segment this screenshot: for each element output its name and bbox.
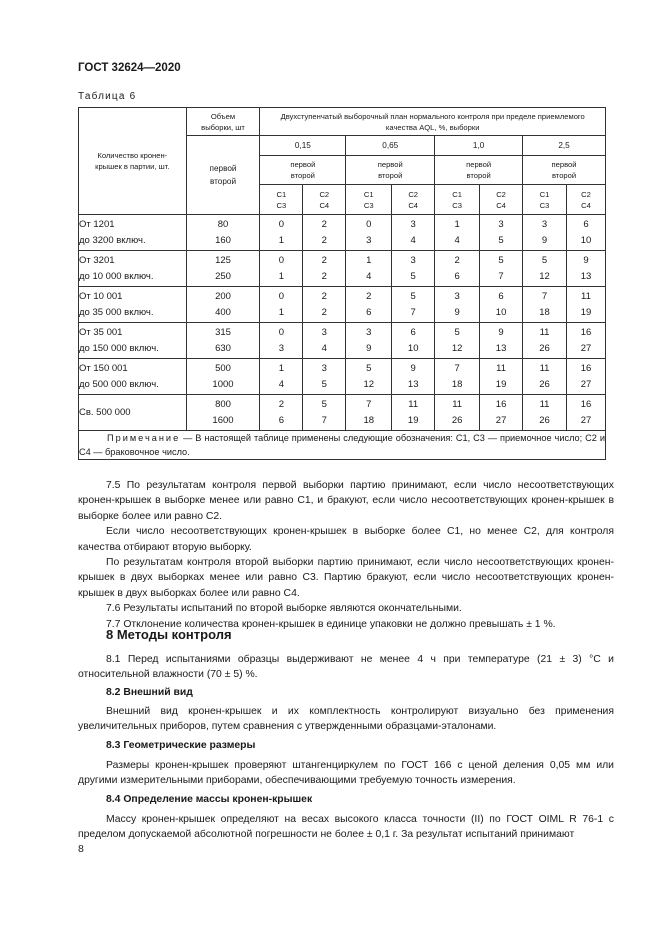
sample-size-cell-line: 160 [215, 234, 231, 246]
criterion-cell [480, 323, 523, 359]
lot-size-cell-line: до 500 000 включ. [79, 378, 159, 390]
criterion-cell-line: 3 [454, 290, 460, 302]
c2-c4-label: С2 С4 [480, 185, 523, 215]
criterion-cell-line: 6 [366, 306, 372, 318]
criterion-cell-line: 2 [321, 290, 327, 302]
criterion-cell-line: 26 [451, 414, 463, 426]
lot-size-cell [79, 323, 187, 359]
criterion-cell-line: 2 [454, 254, 460, 266]
criterion-cell [480, 215, 523, 251]
criterion-cell-line: 11 [408, 398, 419, 410]
table-row [79, 251, 606, 287]
criterion-cell [303, 215, 346, 251]
criterion-cell-line: 2 [321, 306, 327, 318]
lot-size-cell-line: От 150 001 [79, 362, 128, 374]
criterion-cell-line: 4 [321, 342, 327, 354]
criterion-cell [523, 215, 567, 251]
criterion-cell-line: 3 [321, 326, 327, 338]
criterion-cell-line: 5 [366, 362, 372, 374]
header-lot-size: Количество кронен-крышек в партии, шт. [79, 108, 187, 215]
aql-value: 2,5 [523, 136, 606, 156]
sample-size-cell-line: 1000 [212, 378, 234, 390]
aql-value: 0,65 [346, 136, 435, 156]
sample-size-cell [186, 287, 260, 323]
criterion-cell [260, 323, 303, 359]
header-second: второй [209, 177, 237, 186]
criterion-cell [435, 359, 480, 395]
note-text: — В настоящей таблице применены следующие обозначения: С1, С3 — приемочное число; С2 и С4 — браковочное число. [79, 433, 605, 457]
criterion-cell-line: 1 [278, 270, 285, 282]
criterion-cell-line: 9 [498, 326, 504, 338]
criterion-cell-line: 5 [321, 398, 327, 410]
criterion-cell-line: 6 [498, 290, 504, 302]
criterion-cell-line: 13 [495, 342, 507, 354]
paragraph-7-5-second: Если число несоответствующих кронен-крышек в выборке более С1, но менее С2, для контроля качества отбирают вторую выборку. [78, 526, 614, 553]
table-note [79, 431, 606, 460]
criterion-cell [392, 215, 435, 251]
aql-value: 1,0 [435, 136, 523, 156]
criterion-cell [566, 251, 605, 287]
criterion-cell [480, 395, 523, 431]
criterion-cell-line: 1 [366, 254, 372, 266]
table-caption: Таблица 6 [78, 91, 137, 102]
criterion-cell-line: 11 [539, 326, 550, 338]
document-header: ГОСТ 32624—2020 [78, 62, 181, 74]
criterion-cell-line: 26 [539, 342, 550, 354]
c1-c3-label: С1 С3 [260, 185, 303, 215]
sample-size-cell [186, 323, 260, 359]
table-row [79, 395, 606, 431]
criterion-cell-line: 1 [454, 218, 460, 230]
criterion-cell [523, 251, 567, 287]
sample-size-cell [186, 395, 260, 431]
sample-size-cell-line: 250 [215, 270, 231, 282]
criterion-cell-line: 9 [366, 342, 372, 354]
section-8-4-heading: 8.4 Определение массы кронен-крышек [106, 794, 313, 805]
section-8-heading: 8 Методы контроля [106, 627, 232, 642]
criterion-cell-line: 1 [278, 234, 285, 246]
criterion-cell-line: 2 [321, 234, 327, 246]
criterion-cell-line: 4 [278, 378, 285, 390]
criterion-cell [480, 359, 523, 395]
criterion-cell-line: 3 [366, 326, 372, 338]
criterion-cell [260, 287, 303, 323]
criterion-cell-line: 27 [495, 414, 507, 426]
paragraph-7-5-third: По результатам контроля второй выборки партию принимают, если число несоответствующих кронен-крышек в двух выборках менее или равно С3. Партию бракуют, если число несоответствующих кронен-крышек в двух выборках более или равно С4. [78, 557, 614, 599]
criterion-cell [260, 395, 303, 431]
criterion-cell-line: 27 [580, 378, 592, 390]
lot-size-cell-line: Св. 500 000 [79, 406, 131, 418]
criterion-cell [480, 251, 523, 287]
lot-size-cell-line: От 10 001 [79, 290, 123, 302]
clause-8-4 [78, 812, 614, 843]
aql-value: 0,15 [260, 136, 346, 156]
criterion-cell-line: 11 [539, 398, 550, 410]
criterion-cell-line: 18 [451, 378, 463, 390]
criterion-cell-line: 2 [278, 398, 285, 410]
criterion-cell [346, 395, 392, 431]
table-row [79, 323, 606, 359]
criterion-cell-line: 5 [454, 326, 460, 338]
lot-size-cell-line: до 35 000 включ. [79, 306, 154, 318]
section-8-3-heading: 8.3 Геометрические размеры [106, 740, 256, 751]
criterion-cell-line: 6 [278, 414, 285, 426]
sample-size-cell-line: 200 [215, 290, 231, 302]
criterion-cell [260, 251, 303, 287]
criterion-cell [480, 287, 523, 323]
paragraph-8-3: Размеры кронен-крышек проверяют штангенциркулем по ГОСТ 166 с ценой деления 0,05 мм или другими измерительными приборами, обеспечивающими требуемую точность измерения. [78, 760, 614, 787]
note-label: Примечание [107, 433, 181, 443]
lot-size-cell-line: до 10 000 включ. [79, 270, 154, 282]
criterion-cell-line: 26 [539, 378, 550, 390]
criterion-cell [346, 215, 392, 251]
sample-size-cell-line: 125 [215, 254, 231, 266]
criterion-cell-line: 27 [580, 342, 592, 354]
criterion-cell-line: 3 [366, 234, 372, 246]
criterion-cell-line: 3 [321, 362, 327, 374]
criterion-cell-line: 11 [496, 362, 506, 374]
criterion-cell-line: 13 [407, 378, 419, 390]
criterion-cell [346, 287, 392, 323]
criterion-cell-line: 10 [407, 342, 419, 354]
clause-8-3 [78, 758, 614, 789]
criterion-cell-line: 16 [580, 398, 592, 410]
criterion-cell-line: 7 [498, 270, 504, 282]
criterion-cell-line: 16 [580, 362, 592, 374]
criterion-cell [346, 359, 392, 395]
criterion-cell [523, 323, 567, 359]
criterion-cell [303, 323, 346, 359]
criterion-cell [392, 323, 435, 359]
c1-c3-label: С1 С3 [346, 185, 392, 215]
lot-size-cell-line: до 3200 включ. [79, 234, 146, 246]
sample-size-cell-line: 1600 [212, 414, 234, 426]
criterion-cell [303, 359, 346, 395]
criterion-cell [435, 251, 480, 287]
criterion-cell-line: 16 [495, 398, 507, 410]
criterion-cell [303, 287, 346, 323]
criterion-cell [392, 395, 435, 431]
criterion-cell-line: 19 [580, 306, 592, 318]
criterion-cell-line: 27 [580, 414, 592, 426]
c1-c3-label: С1 С3 [523, 185, 567, 215]
paragraph-7-5: 7.5 По результатам контроля первой выборки партию принимают, если число несоответствующих кронен-крышек в выборке менее или равно С1, и бракуют, если число несоответствующих кронен-крышек в выборке более или равно С2. [78, 480, 614, 522]
criterion-cell-line: 3 [498, 218, 504, 230]
criterion-cell-line: 13 [580, 270, 592, 282]
sample-size-cell-line: 400 [215, 306, 231, 318]
criterion-cell-line: 12 [539, 270, 550, 282]
criterion-cell-line: 9 [541, 234, 548, 246]
lot-size-cell-line: От 1201 [79, 218, 115, 230]
criterion-cell-line: 10 [580, 234, 592, 246]
sample-size-cell [186, 359, 260, 395]
paragraph-8-2: Внешний вид кронен-крышек и их комплектность контролируют визуально без применения увеличительных приборов, путем сравнения с утвержденными образцами-эталонами. [78, 706, 614, 733]
criterion-cell-line: 26 [539, 414, 550, 426]
criterion-cell-line: 19 [495, 378, 507, 390]
sample-first-second: первой второй [346, 156, 435, 185]
criterion-cell-line: 5 [498, 234, 504, 246]
criterion-cell [435, 395, 480, 431]
criterion-cell-line: 12 [451, 342, 463, 354]
criterion-cell-line: 6 [583, 218, 589, 230]
table-body [79, 215, 606, 431]
criterion-cell-line: 3 [278, 342, 285, 354]
table-row [79, 287, 606, 323]
criterion-cell [392, 287, 435, 323]
criterion-cell [435, 215, 480, 251]
criterion-cell [346, 323, 392, 359]
sample-size-cell-line: 630 [215, 342, 231, 354]
criterion-cell-line: 11 [452, 398, 463, 410]
criterion-cell-line: 5 [410, 270, 416, 282]
criterion-cell [303, 395, 346, 431]
paragraph-8-1: 8.1 Перед испытаниями образцы выдерживают не менее 4 ч при температуре (21 ± 3) °С и относительной влажности (70 ± 5) %. [78, 654, 614, 681]
criterion-cell-line: 7 [410, 306, 416, 318]
table-row [79, 359, 606, 395]
c1-c3-label: С1 С3 [435, 185, 480, 215]
criterion-cell-line: 12 [363, 378, 375, 390]
sample-size-cell-line: 500 [215, 362, 231, 374]
criterion-cell-line: 5 [498, 254, 504, 266]
criterion-cell [566, 395, 605, 431]
criterion-cell-line: 6 [410, 326, 416, 338]
sample-first-second: первой второй [260, 156, 346, 185]
criterion-cell-line: 6 [454, 270, 460, 282]
sample-size-cell-line: 80 [217, 218, 229, 230]
criterion-cell-line: 5 [410, 290, 416, 302]
criterion-cell-line: 2 [366, 290, 372, 302]
lot-size-cell [79, 359, 187, 395]
lot-size-cell [79, 215, 187, 251]
criterion-cell [392, 251, 435, 287]
c2-c4-label: С2 С4 [303, 185, 346, 215]
criterion-cell-line: 16 [580, 326, 592, 338]
criterion-cell-line: 1 [278, 362, 285, 374]
c2-c4-label: С2 С4 [566, 185, 605, 215]
criterion-cell [346, 251, 392, 287]
criterion-cell-line: 4 [410, 234, 416, 246]
clause-8-1 [78, 652, 614, 683]
criterion-cell-line: 11 [581, 290, 591, 302]
criterion-cell [435, 287, 480, 323]
lot-size-cell-line: От 35 001 [79, 326, 123, 338]
criterion-cell-line: 9 [583, 254, 589, 266]
criterion-cell-line: 2 [321, 218, 327, 230]
criterion-cell [392, 359, 435, 395]
criterion-cell-line: 3 [410, 254, 416, 266]
sample-size-cell-line: 315 [215, 326, 231, 338]
sample-size-cell [186, 215, 260, 251]
criterion-cell-line: 11 [539, 362, 550, 374]
page-number: 8 [78, 843, 84, 855]
criterion-cell-line: 19 [407, 414, 419, 426]
criterion-cell-line: 7 [541, 290, 548, 302]
criterion-cell-line: 9 [410, 362, 416, 374]
criterion-cell-line: 3 [410, 218, 416, 230]
criterion-cell [523, 287, 567, 323]
paragraph-7-7: 7.7 Отклонение количества кронен-крышек в единице упаковки не должно превышать ± 1 %. [106, 618, 556, 630]
sample-first-second: первой второй [435, 156, 523, 185]
criterion-cell-line: 4 [454, 234, 460, 246]
criterion-cell [566, 215, 605, 251]
paragraph-7-6: 7.6 Результаты испытаний по второй выборке являются окончательными. [106, 603, 462, 615]
criterion-cell-line: 7 [454, 362, 460, 374]
criterion-cell [435, 323, 480, 359]
header-first: первой [209, 164, 237, 173]
criterion-cell [523, 395, 567, 431]
criterion-cell-line: 0 [366, 218, 372, 230]
clause-7-5 [78, 478, 614, 632]
criterion-cell [566, 287, 605, 323]
criterion-cell-line: 4 [366, 270, 372, 282]
criterion-cell [303, 251, 346, 287]
criterion-cell-line: 5 [541, 254, 548, 266]
criterion-cell-line: 18 [539, 306, 550, 318]
criterion-cell-line: 0 [278, 326, 285, 338]
criterion-cell-line: 1 [278, 306, 285, 318]
sampling-plan-table [78, 107, 606, 460]
header-sample-size: Объем выборки, шт [186, 108, 260, 136]
lot-size-cell-line: до 150 000 включ. [79, 342, 159, 354]
header-first-second [186, 136, 260, 215]
criterion-cell-line: 7 [321, 414, 327, 426]
criterion-cell [260, 359, 303, 395]
criterion-cell-line: 18 [363, 414, 375, 426]
lot-size-cell [79, 287, 187, 323]
criterion-cell-line: 0 [278, 290, 285, 302]
criterion-cell-line: 3 [541, 218, 548, 230]
criterion-cell-line: 0 [278, 254, 285, 266]
criterion-cell-line: 9 [454, 306, 460, 318]
c2-c4-label: С2 С4 [392, 185, 435, 215]
table-row [79, 215, 606, 251]
lot-size-cell [79, 251, 187, 287]
criterion-cell-line: 0 [278, 218, 285, 230]
criterion-cell [260, 215, 303, 251]
criterion-cell [523, 359, 567, 395]
criterion-cell-line: 7 [366, 398, 372, 410]
criterion-cell [566, 359, 605, 395]
criterion-cell [566, 323, 605, 359]
criterion-cell-line: 2 [321, 270, 327, 282]
lot-size-cell-line: От 3201 [79, 254, 115, 266]
paragraph-8-4: Массу кронен-крышек определяют на весах высокого класса точности (II) по ГОСТ OIML R 76-1 с пределом допускаемой абсолютной погрешности не более ± 0,1 г. За результат испытаний принимают [78, 814, 614, 841]
clause-8-2 [78, 704, 614, 735]
criterion-cell-line: 5 [321, 378, 327, 390]
sample-size-cell-line: 800 [215, 398, 231, 410]
header-sampling-plan: Двухступенчатый выборочный план нормального контроля при пределе приемлемого качества AQL, %, выборки [260, 108, 606, 136]
sample-first-second: первой второй [523, 156, 606, 185]
criterion-cell-line: 10 [495, 306, 507, 318]
lot-size-cell [79, 395, 187, 431]
sample-size-cell [186, 251, 260, 287]
criterion-cell-line: 2 [321, 254, 327, 266]
section-8-2-heading: 8.2 Внешний вид [106, 687, 193, 698]
